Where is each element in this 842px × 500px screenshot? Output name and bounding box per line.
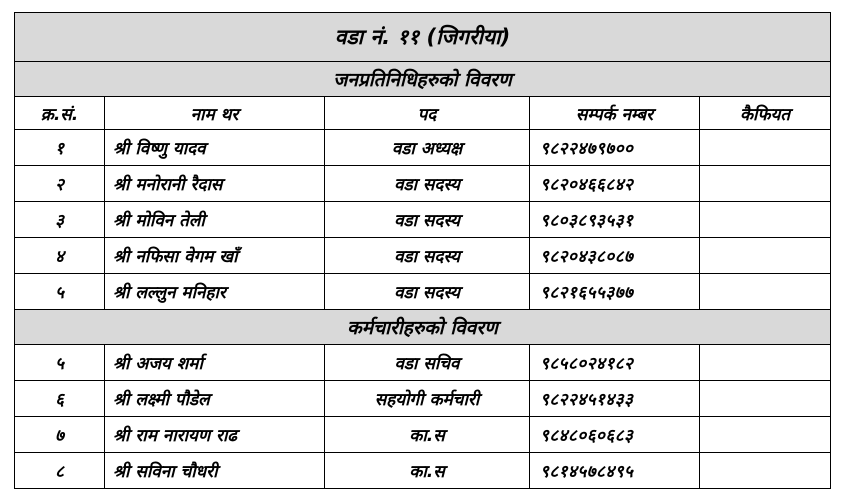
cell-remarks	[700, 274, 831, 310]
cell-name: श्री मनोरानी रैदास	[105, 166, 325, 202]
table-row	[15, 238, 831, 274]
cell-phone: ९८२०४६६८४२	[530, 166, 700, 202]
table-row	[15, 453, 831, 489]
cell-remarks	[700, 381, 831, 417]
cell-sn: ५	[15, 345, 105, 381]
table-row	[15, 202, 831, 238]
table-row	[15, 345, 831, 381]
cell-sn: ६	[15, 381, 105, 417]
staff-section-row	[15, 310, 831, 345]
header-name: नाम थर	[105, 97, 325, 130]
table-row	[15, 166, 831, 202]
cell-sn: ८	[15, 453, 105, 489]
representatives-section-title: जनप्रतिनिधिहरुको विवरण	[15, 62, 831, 97]
title-row	[15, 13, 831, 62]
cell-remarks	[700, 345, 831, 381]
cell-sn: ५	[15, 274, 105, 310]
cell-phone: ९८५८०२४१८२	[530, 345, 700, 381]
cell-name: श्री सविना चौधरी	[105, 453, 325, 489]
cell-phone: ९८२१६५५३७७	[530, 274, 700, 310]
cell-post: वडा अध्यक्ष	[325, 130, 530, 166]
cell-sn: २	[15, 166, 105, 202]
cell-remarks	[700, 238, 831, 274]
cell-remarks	[700, 202, 831, 238]
cell-sn: १	[15, 130, 105, 166]
header-remarks: कैफियत	[700, 97, 831, 130]
cell-name: श्री विष्णु यादव	[105, 130, 325, 166]
representatives-section-row	[15, 62, 831, 97]
header-post: पद	[325, 97, 530, 130]
ward-contact-sheet	[14, 12, 831, 489]
cell-name: श्री नफिसा वेगम खाँ	[105, 238, 325, 274]
cell-name: श्री राम नारायण राढ	[105, 417, 325, 453]
table-row	[15, 274, 831, 310]
table-row	[15, 130, 831, 166]
cell-name: श्री लक्ष्मी पौडेल	[105, 381, 325, 417]
cell-sn: ७	[15, 417, 105, 453]
cell-phone: ९८२२४७९७००	[530, 130, 700, 166]
cell-phone: ९८१४५७८४९५	[530, 453, 700, 489]
ward-contact-table	[14, 12, 831, 489]
cell-name: श्री मोविन तेली	[105, 202, 325, 238]
cell-remarks	[700, 130, 831, 166]
cell-post: सहयोगी कर्मचारी	[325, 381, 530, 417]
cell-remarks	[700, 453, 831, 489]
cell-post: वडा सदस्य	[325, 274, 530, 310]
header-row	[15, 97, 831, 130]
cell-remarks	[700, 417, 831, 453]
header-phone: सम्पर्क नम्बर	[530, 97, 700, 130]
cell-remarks	[700, 166, 831, 202]
cell-post: वडा सदस्य	[325, 238, 530, 274]
ward-title: वडा नं. ११ (जिगरीया)	[15, 13, 831, 62]
cell-phone: ९८२०४३८०८७	[530, 238, 700, 274]
cell-post: वडा सदस्य	[325, 202, 530, 238]
cell-sn: ४	[15, 238, 105, 274]
cell-sn: ३	[15, 202, 105, 238]
staff-section-title: कर्मचारीहरुको विवरण	[15, 310, 831, 345]
cell-post: का.स	[325, 453, 530, 489]
cell-phone: ९८२२४५१४३३	[530, 381, 700, 417]
cell-post: का.स	[325, 417, 530, 453]
cell-post: वडा सचिव	[325, 345, 530, 381]
header-sn: क्र.सं.	[15, 97, 105, 130]
table-row	[15, 417, 831, 453]
cell-phone: ९८०३८९३५३१	[530, 202, 700, 238]
cell-name: श्री लल्लुन मनिहार	[105, 274, 325, 310]
cell-name: श्री अजय शर्मा	[105, 345, 325, 381]
cell-phone: ९८४८०६०६८३	[530, 417, 700, 453]
cell-post: वडा सदस्य	[325, 166, 530, 202]
table-row	[15, 381, 831, 417]
